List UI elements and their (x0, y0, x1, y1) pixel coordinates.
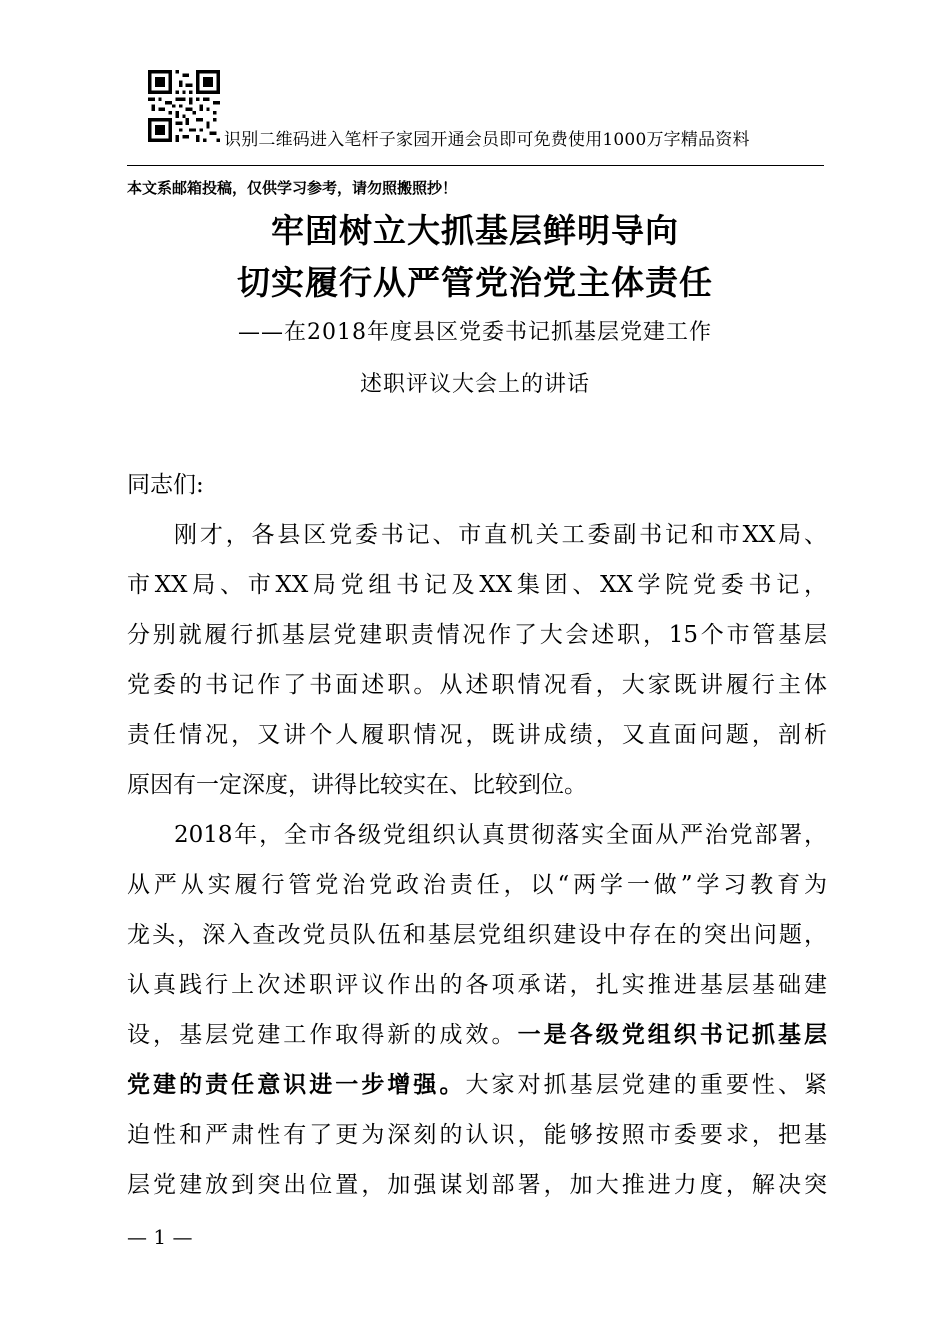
paragraph-line: 分别就履行抓基层党建职责情况作了大会述职，15个市管基层 (127, 622, 827, 648)
bold-emphasis: 一是各级党组织书记抓基层 (517, 1021, 828, 1048)
bold-emphasis: 党建的责任意识进一步增强。 (127, 1071, 466, 1098)
paragraph-line: 刚才，各县区党委书记、市直机关工委副书记和市XX局、 (174, 522, 827, 548)
paragraph-line: 责任情况，又讲个人履职情况，既讲成绩，又直面问题，剖析 (127, 722, 827, 748)
paragraph-text: 设，基层党建工作取得新的成效。 (127, 1022, 518, 1048)
paragraph-line: 从严从实履行管党治党政治责任，以“两学一做”学习教育为 (127, 872, 827, 898)
document-title-line2: 切实履行从严管党治党主体责任 (237, 263, 713, 302)
document-title-line1: 牢固树立大抓基层鲜明导向 (271, 211, 679, 250)
paragraph-line-mixed (127, 1066, 827, 1099)
paragraph-text: 大家对抓基层党建的重要性、紧 (465, 1072, 828, 1098)
paragraph-line: 党委的书记作了书面述职。从述职情况看，大家既讲履行主体 (127, 672, 827, 698)
document-subtitle-line1: ——在2018年度县区党委书记抓基层党建工作 (238, 320, 712, 345)
paragraph-line-mixed (127, 1016, 827, 1049)
salutation: 同志们: (127, 472, 204, 498)
header-note: 识别二维码进入笔杆子家园开通会员即可免费使用1000万字精品资料 (224, 130, 750, 150)
document-subtitle-line2: 述职评议大会上的讲话 (359, 372, 590, 397)
qr-code-image (148, 70, 220, 142)
disclaimer-text: 本文系邮箱投稿，仅供学习参考，请勿照搬照抄！ (127, 179, 458, 197)
paragraph-line: 市XX局、市XX局党组书记及XX集团、XX学院党委书记， (127, 572, 827, 598)
header-divider (127, 165, 824, 166)
paragraph-line: 龙头，深入查改党员队伍和基层党组织建设中存在的突出问题， (127, 922, 827, 948)
paragraph-line: 2018年，全市各级党组织认真贯彻落实全面从严治党部署， (174, 822, 827, 848)
page-number: — 1 — (127, 1225, 193, 1249)
paragraph-line: 认真践行上次述职评议作出的各项承诺，扎实推进基层基础建 (127, 972, 827, 998)
paragraph-line: 层党建放到突出位置，加强谋划部署，加大推进力度，解决突 (127, 1172, 827, 1198)
paragraph-line: 原因有一定深度，讲得比较实在、比较到位。 (127, 772, 587, 798)
paragraph-line: 迫性和严肃性有了更为深刻的认识，能够按照市委要求，把基 (127, 1122, 827, 1148)
